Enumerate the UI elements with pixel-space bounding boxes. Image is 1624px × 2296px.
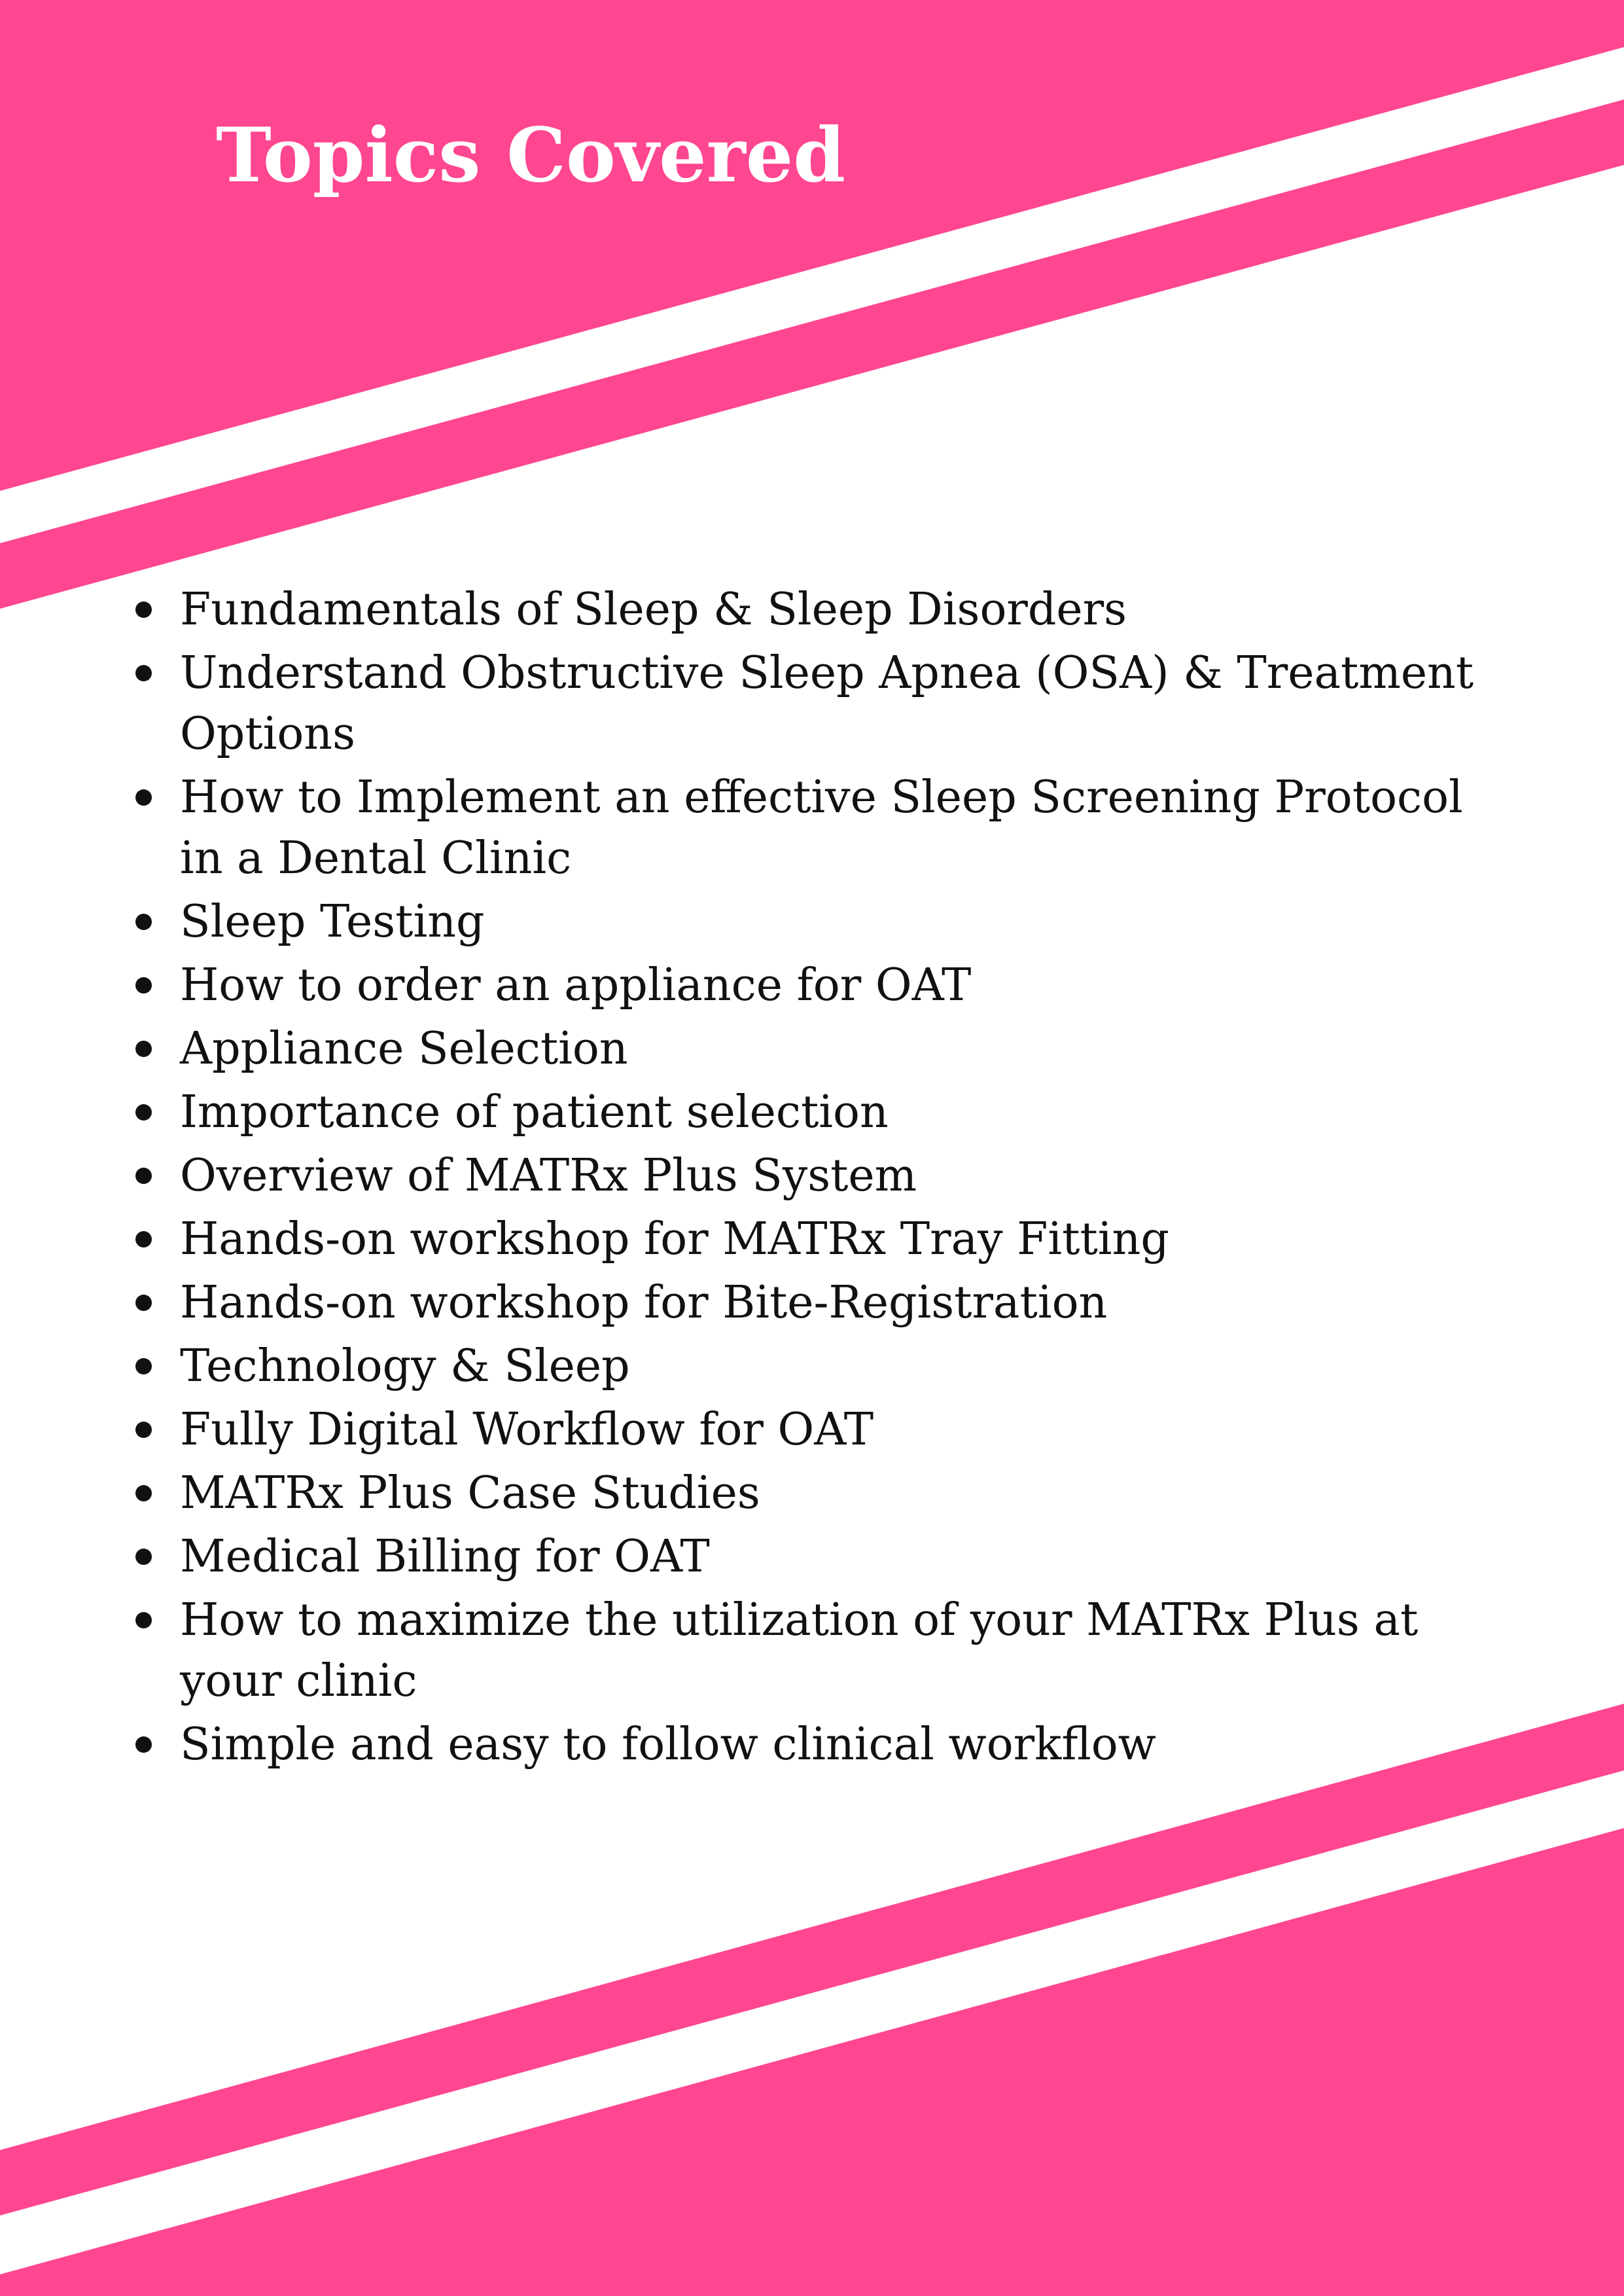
list-item — [128, 1463, 1502, 1524]
topic-text: Importance of patient selection — [180, 1086, 889, 1138]
list-item — [128, 1082, 1502, 1143]
bullet-icon — [135, 601, 152, 618]
topic-text: How to Implement an effective Sleep Screening Protocol in a Dental Clinic — [180, 772, 1463, 884]
bullet-icon — [135, 789, 152, 806]
bullet-icon — [135, 1104, 152, 1121]
topic-text: Hands-on workshop for MATRx Tray Fitting — [180, 1213, 1169, 1265]
list-item — [128, 1272, 1502, 1333]
bullet-icon — [135, 1168, 152, 1184]
topic-text: Fundamentals of Sleep & Sleep Disorders — [180, 584, 1127, 636]
topic-text: MATRx Plus Case Studies — [180, 1467, 760, 1519]
list-item — [128, 1399, 1502, 1460]
list-item — [128, 1018, 1502, 1079]
topic-text: Medical Billing for OAT — [180, 1531, 710, 1583]
topic-text: Technology & Sleep — [180, 1340, 630, 1392]
bullet-icon — [135, 1485, 152, 1501]
topics-list — [128, 579, 1502, 1778]
bullet-icon — [135, 914, 152, 930]
top-pink-band — [0, 0, 1624, 491]
bullet-icon — [135, 1422, 152, 1438]
bullet-icon — [135, 1736, 152, 1753]
bullet-icon — [135, 1231, 152, 1247]
topic-text: Overview of MATRx Plus System — [180, 1150, 917, 1202]
list-item — [128, 1336, 1502, 1397]
list-item — [128, 579, 1502, 640]
list-item — [128, 891, 1502, 952]
topic-text: How to order an appliance for OAT — [180, 960, 972, 1011]
list-item — [128, 643, 1502, 764]
bottom-pink-band — [0, 1828, 1624, 2296]
topic-text: Understand Obstructive Sleep Apnea (OSA) & Treatment Options — [180, 647, 1474, 760]
page-title: Topics Covered — [216, 111, 845, 199]
bullet-icon — [135, 977, 152, 994]
topic-text: Hands-on workshop for Bite-Registration — [180, 1277, 1108, 1329]
topic-text: Sleep Testing — [180, 896, 485, 948]
list-item — [128, 1714, 1502, 1775]
bullet-icon — [135, 1295, 152, 1311]
bullet-icon — [135, 1549, 152, 1565]
list-item — [128, 1590, 1502, 1712]
bullet-icon — [135, 1612, 152, 1628]
bullet-icon — [135, 665, 152, 681]
topic-text: How to maximize the utilization of your MATRx Plus at your clinic — [180, 1594, 1419, 1707]
list-item — [128, 1209, 1502, 1270]
bullet-icon — [135, 1358, 152, 1374]
list-item — [128, 955, 1502, 1016]
list-item — [128, 767, 1502, 889]
bullet-icon — [135, 1041, 152, 1057]
list-item — [128, 1526, 1502, 1587]
topic-text: Simple and easy to follow clinical workflow — [180, 1719, 1156, 1770]
topic-text: Appliance Selection — [180, 1023, 628, 1075]
topic-text: Fully Digital Workflow for OAT — [180, 1404, 874, 1456]
list-item — [128, 1145, 1502, 1206]
